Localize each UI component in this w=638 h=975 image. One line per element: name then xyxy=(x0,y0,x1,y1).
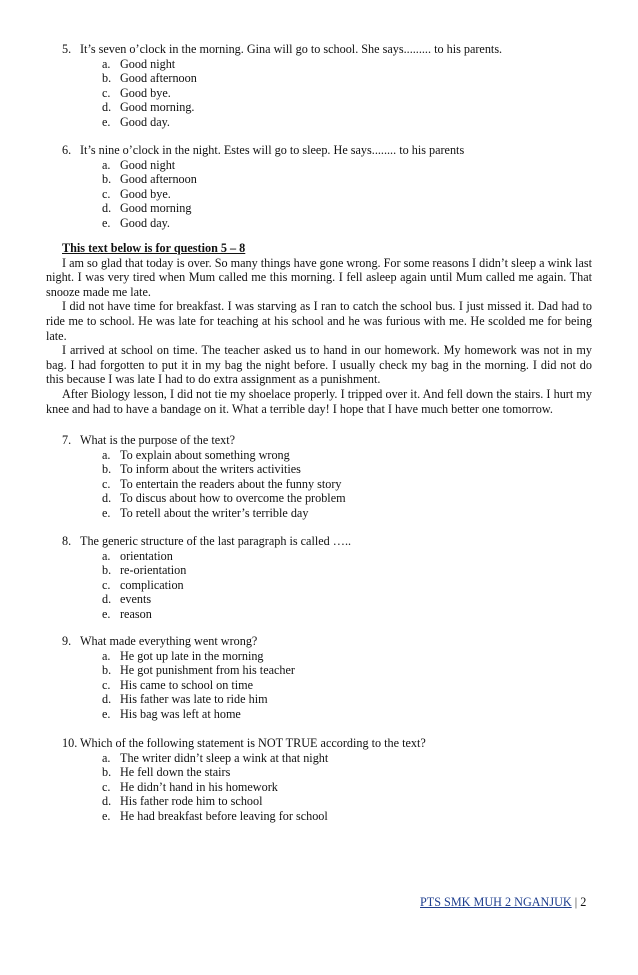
option-text: Good bye. xyxy=(120,186,171,201)
option-letter: c. xyxy=(102,85,111,100)
question-stem xyxy=(62,534,622,549)
option-text: Good day. xyxy=(120,215,170,230)
question-8 xyxy=(62,534,622,622)
option-c xyxy=(62,86,622,101)
question-stem xyxy=(62,433,622,448)
passage-title: This text below is for question 5 – 8 xyxy=(62,241,246,255)
option-letter: e. xyxy=(102,808,111,823)
option-a xyxy=(62,158,622,173)
option-text: He got up late in the morning xyxy=(120,648,264,663)
option-text: The writer didn’t sleep a wink at that night xyxy=(120,750,329,765)
question-number: 10. xyxy=(62,736,78,750)
question-text: It’s nine o’clock in the night. Estes will go to sleep. He says........ to his parents xyxy=(80,143,465,157)
question-9 xyxy=(62,634,622,722)
option-list xyxy=(62,57,622,130)
option-a xyxy=(62,57,622,72)
option-text: Good morning. xyxy=(120,100,195,115)
option-b xyxy=(62,663,622,678)
option-text: Good morning xyxy=(120,201,192,216)
option-d xyxy=(62,692,622,707)
option-letter: e. xyxy=(102,215,111,230)
question-number: 5. xyxy=(62,42,72,56)
passage-paragraph: I arrived at school on time. The teacher asked us to hand in our homework. My homework was not in my bag. I had forgotten to put it in my bag the night before. I usually check my bag in the morning. I did not do this because I was late I had to do extra assignment as a punishment. xyxy=(46,343,592,387)
question-text: It’s seven o’clock in the morning. Gina will go to school. She says......... to his parents. xyxy=(80,42,503,56)
footer-separator: | xyxy=(574,895,578,909)
option-text: He had breakfast before leaving for school xyxy=(120,808,328,823)
option-c xyxy=(62,187,622,202)
reading-passage xyxy=(46,241,592,416)
option-letter: c. xyxy=(102,577,111,592)
option-text: His came to school on time xyxy=(120,677,254,692)
question-stem xyxy=(62,634,622,649)
question-stem xyxy=(62,42,622,57)
option-letter: c. xyxy=(102,476,111,491)
passage-paragraph: I did not have time for breakfast. I was starving as I ran to catch the school bus. I just missed it. Dad had to ride me to school. He was late for teaching at his school and he was furious with me. He scolded me for being late. xyxy=(46,299,592,343)
option-letter: d. xyxy=(102,692,112,707)
option-b xyxy=(62,71,622,86)
option-a xyxy=(62,751,622,766)
question-number: 7. xyxy=(62,433,72,447)
passage-paragraph: I am so glad that today is over. So many things have gone wrong. For some reasons I didn’t sleep a wink last night. I was very tired when Mum called me this morning. I fell asleep again until Mum called me again. That snooze made me late. xyxy=(46,255,592,299)
option-letter: e. xyxy=(102,706,111,721)
option-text: Good night xyxy=(120,157,176,172)
option-a xyxy=(62,448,622,463)
question-text: What is the purpose of the text? xyxy=(80,433,236,447)
option-text: orientation xyxy=(120,548,173,563)
option-text: Good bye. xyxy=(120,85,171,100)
option-e xyxy=(62,115,622,130)
option-e xyxy=(62,809,622,824)
question-stem xyxy=(62,143,622,158)
option-list xyxy=(62,549,622,622)
option-list xyxy=(62,751,622,824)
option-d xyxy=(62,592,622,607)
option-d xyxy=(62,201,622,216)
option-letter: d. xyxy=(102,100,112,115)
option-list xyxy=(62,448,622,521)
question-10 xyxy=(62,736,622,824)
option-letter: b. xyxy=(102,462,112,477)
option-e xyxy=(62,506,622,521)
option-c xyxy=(62,578,622,593)
option-text: Good afternoon xyxy=(120,172,197,187)
option-letter: d. xyxy=(102,592,112,607)
option-a xyxy=(62,649,622,664)
option-b xyxy=(62,765,622,780)
option-c xyxy=(62,678,622,693)
option-letter: b. xyxy=(102,172,112,187)
option-letter: e. xyxy=(102,505,111,520)
option-text: His father was late to ride him xyxy=(120,692,268,707)
option-letter: c. xyxy=(102,677,111,692)
option-d xyxy=(62,100,622,115)
option-letter: e. xyxy=(102,114,111,129)
option-text: To explain about something wrong xyxy=(120,447,290,462)
option-c xyxy=(62,780,622,795)
option-text: re-orientation xyxy=(120,563,187,578)
option-text: events xyxy=(120,592,152,607)
option-b xyxy=(62,172,622,187)
question-number: 9. xyxy=(62,634,72,648)
option-letter: a. xyxy=(102,648,111,663)
option-letter: c. xyxy=(102,186,111,201)
passage-paragraph: After Biology lesson, I did not tie my shoelace properly. I tripped over it. And fell down the stairs. I hurt my knee and had to have a bandage on it. What a terrible day! I hope that I have much better one tomorrow. xyxy=(46,386,592,416)
option-b xyxy=(62,563,622,578)
option-text: He didn’t hand in his homework xyxy=(120,779,278,794)
question-text: The generic structure of the last paragraph is called ….. xyxy=(80,534,352,548)
question-6 xyxy=(62,143,622,231)
option-text: To entertain the readers about the funny story xyxy=(120,476,342,491)
option-letter: b. xyxy=(102,563,112,578)
question-text: Which of the following statement is NOT TRUE according to the text? xyxy=(80,736,426,750)
option-list xyxy=(62,158,622,231)
option-e xyxy=(62,216,622,231)
option-text: To inform about the writers activities xyxy=(120,462,301,477)
option-text: To discus about how to overcome the problem xyxy=(120,491,346,506)
option-text: He got punishment from his teacher xyxy=(120,663,295,678)
option-letter: a. xyxy=(102,548,111,563)
option-e xyxy=(62,607,622,622)
option-letter: a. xyxy=(102,56,111,71)
option-letter: a. xyxy=(102,157,111,172)
option-text: Good day. xyxy=(120,114,170,129)
option-text: He fell down the stairs xyxy=(120,765,231,780)
option-letter: b. xyxy=(102,663,112,678)
footer-school-name: PTS SMK MUH 2 NGANJUK xyxy=(420,895,572,909)
option-text: His father rode him to school xyxy=(120,794,263,809)
option-letter: a. xyxy=(102,750,111,765)
option-letter: d. xyxy=(102,201,112,216)
question-stem xyxy=(62,736,622,751)
question-5 xyxy=(62,42,622,130)
option-text: complication xyxy=(120,577,184,592)
option-text: reason xyxy=(120,606,152,621)
option-c xyxy=(62,477,622,492)
question-number: 6. xyxy=(62,143,72,157)
option-letter: c. xyxy=(102,779,111,794)
option-text: His bag was left at home xyxy=(120,706,241,721)
option-b xyxy=(62,462,622,477)
option-letter: b. xyxy=(102,765,112,780)
question-number: 8. xyxy=(62,534,72,548)
option-letter: e. xyxy=(102,606,111,621)
option-text: Good afternoon xyxy=(120,71,197,86)
question-7 xyxy=(62,433,622,521)
option-letter: d. xyxy=(102,491,112,506)
option-a xyxy=(62,549,622,564)
option-d xyxy=(62,491,622,506)
option-d xyxy=(62,794,622,809)
option-letter: a. xyxy=(102,447,111,462)
question-text: What made everything went wrong? xyxy=(80,634,258,648)
option-text: Good night xyxy=(120,56,176,71)
page-footer xyxy=(420,895,586,910)
option-text: To retell about the writer’s terrible day xyxy=(120,505,309,520)
option-letter: d. xyxy=(102,794,112,809)
option-letter: b. xyxy=(102,71,112,86)
option-list xyxy=(62,649,622,722)
option-e xyxy=(62,707,622,722)
page-number: 2 xyxy=(580,895,587,909)
